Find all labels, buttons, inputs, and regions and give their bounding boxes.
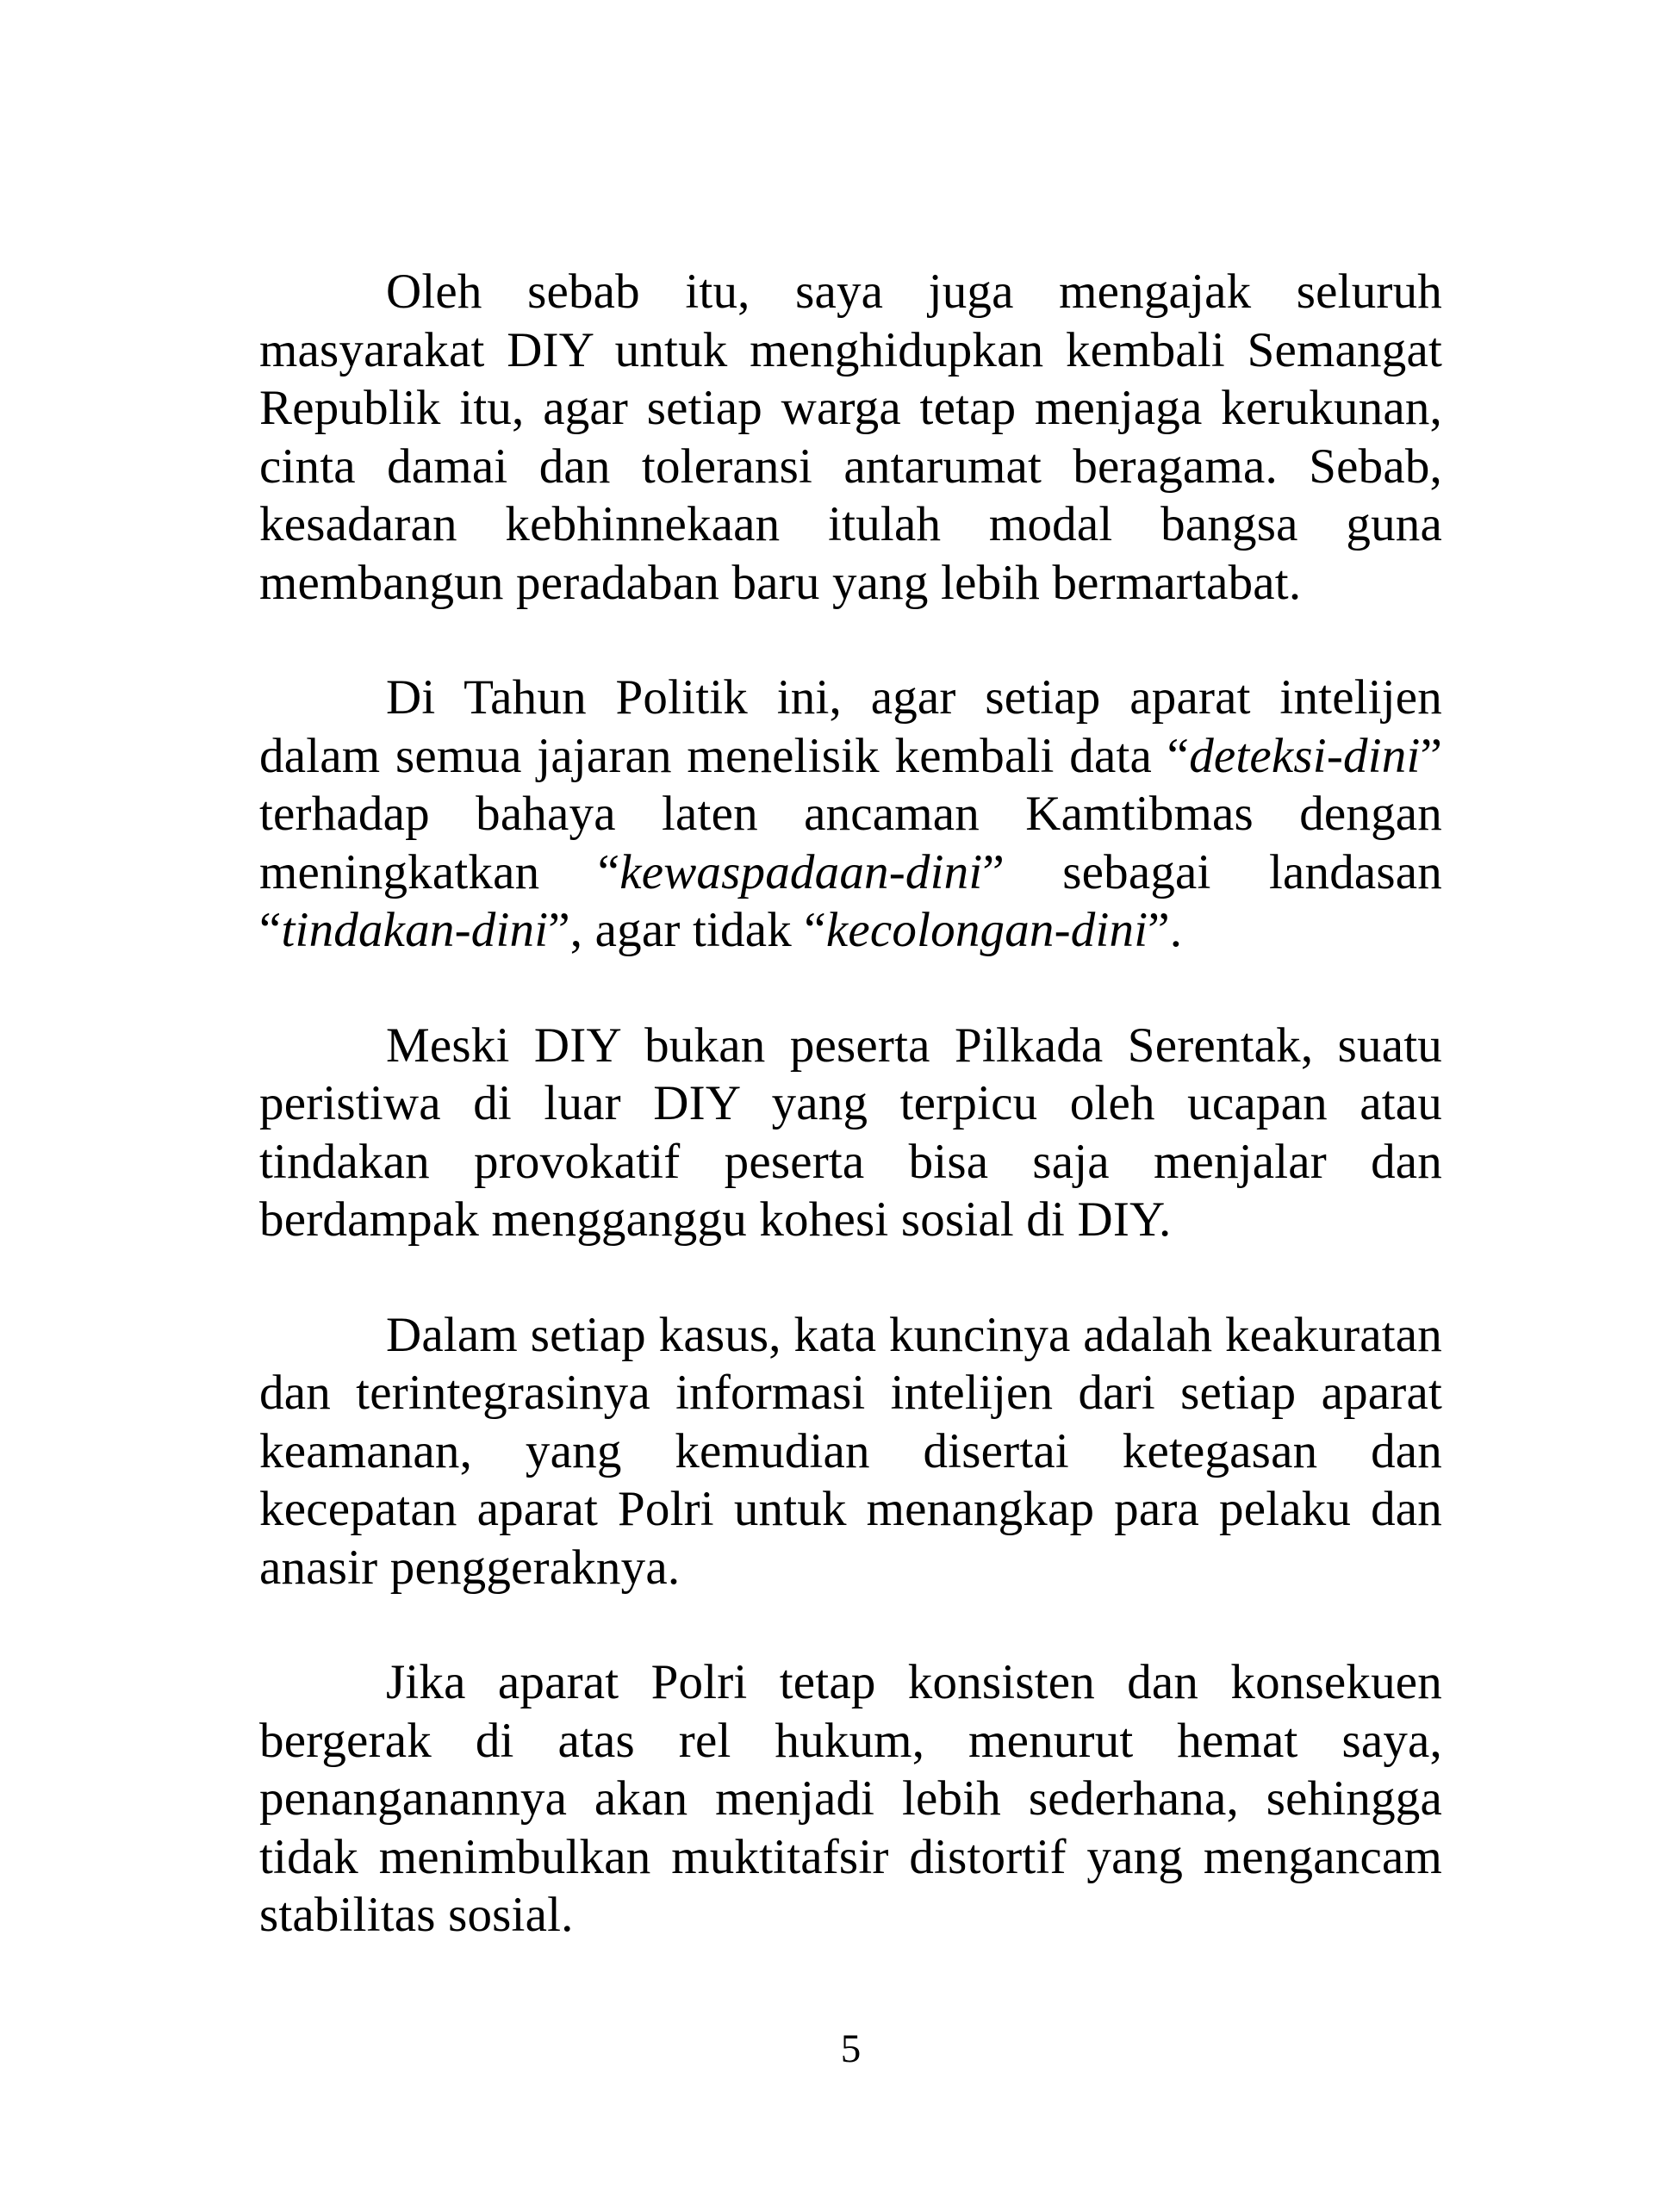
paragraph-2-text-2: ” terhadap bahaya laten ancaman Kamtibmas dengan meningkatkan “: [259, 728, 1442, 899]
body-text: [259, 263, 1442, 1945]
italic-term-kewaspadaan-dini: kewaspadaan-dini: [619, 844, 983, 899]
paragraph-4-text: Dalam setiap kasus, kata kuncinya adalah keakuratan dan terintegrasinya informasi intelijen dari setiap aparat keamanan, yang kemudian disertai ketegasan dan kecepatan aparat Polri untuk menangkap para pelaku dan anasir penggeraknya.: [259, 1307, 1442, 1595]
italic-term-kecolongan-dini: kecolongan-dini: [825, 903, 1148, 957]
paragraph-4: [259, 1306, 1442, 1597]
paragraph-1: [259, 263, 1442, 612]
paragraph-3: [259, 1017, 1442, 1249]
italic-term-deteksi-dini: deteksi-dini: [1189, 728, 1421, 783]
page-number: 5: [840, 2026, 862, 2071]
paragraph-2: [259, 669, 1442, 960]
paragraph-2-text-4: ”, agar tidak “: [548, 903, 826, 957]
paragraph-2-text-3: ” sebagai landasan “: [259, 844, 1443, 957]
paragraph-5: [259, 1653, 1442, 1945]
paragraph-5-text: Jika aparat Polri tetap konsisten dan konsekuen bergerak di atas rel hukum, menurut hemat saya, penanganannya akan menjadi lebih sederhana, sehingga tidak menimbulkan muktitafsir distortif yang mengancam stabilitas sosial.: [259, 1655, 1442, 1942]
paragraph-2-text-5: ”.: [1148, 903, 1183, 957]
italic-term-tindakan-dini: tindakan-dini: [281, 903, 549, 957]
paragraph-2-text-1: Di Tahun Politik ini, agar setiap aparat intelijen dalam semua jajaran menelisik kembali data “: [259, 670, 1442, 783]
paragraph-1-text: Oleh sebab itu, saya juga mengajak seluruh masyarakat DIY untuk menghidupkan kembali Semangat Republik itu, agar setiap warga tetap menjaga kerukunan, cinta damai dan toleransi antarumat beragama. Sebab, kesadaran kebhinnekaan itulah modal bangsa guna membangun peradaban baru yang lebih bermartabat.: [259, 265, 1442, 610]
paragraph-3-text: Meski DIY bukan peserta Pilkada Serentak, suatu peristiwa di luar DIY yang terpicu oleh ucapan atau tindakan provokatif peserta bisa saja menjalar dan berdampak mengganggu kohesi sosial di DIY.: [259, 1018, 1442, 1247]
